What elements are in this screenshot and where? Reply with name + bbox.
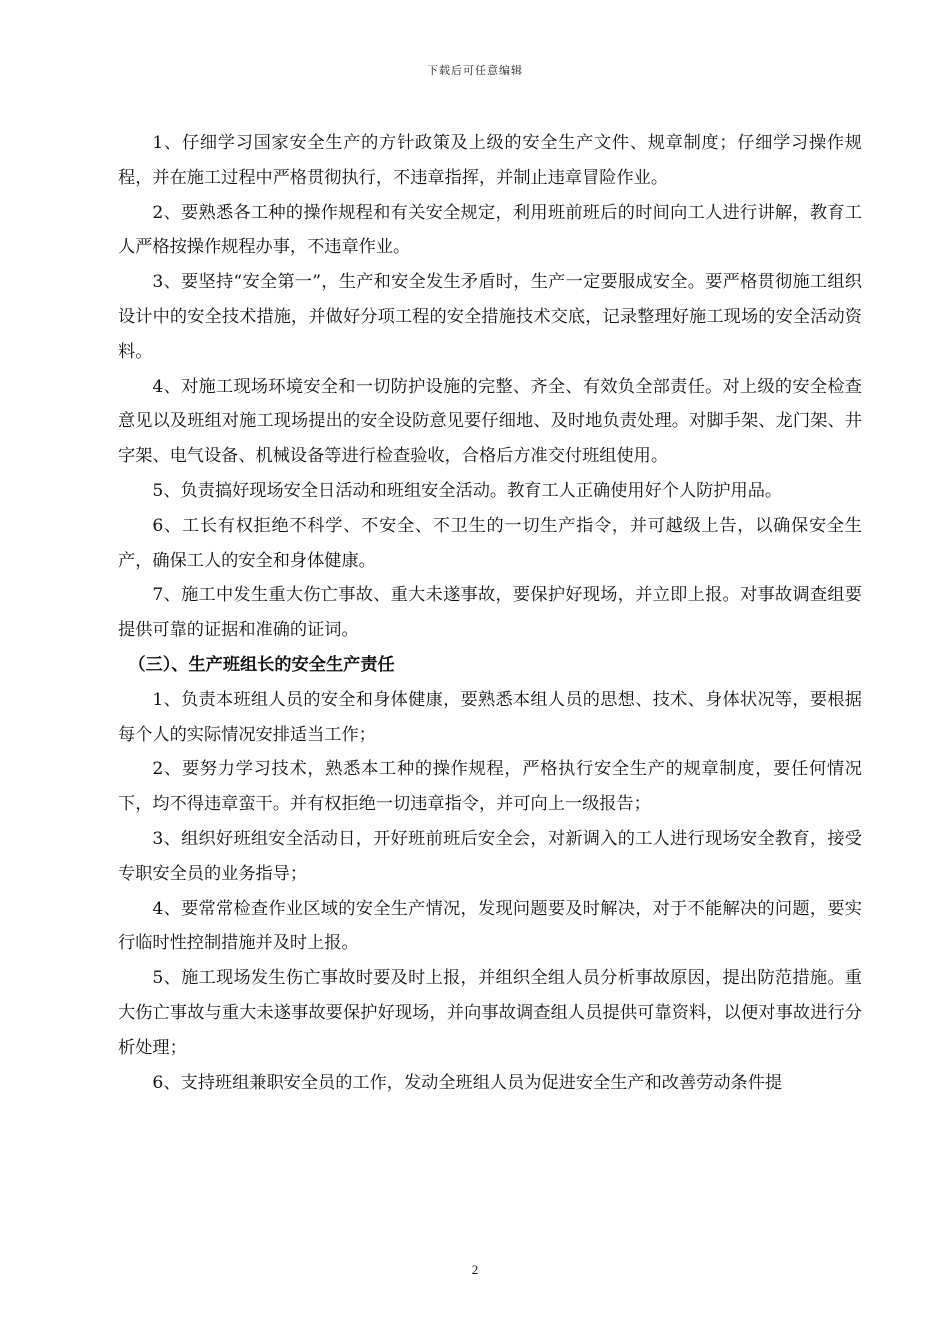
paragraph: 1、仔细学习国家安全生产的方针政策及上级的安全生产文件、规章制度；仔细学习操作规程，并在施工过程中严格贯彻执行，不违章指挥，并制止违章冒险作业。 bbox=[118, 133, 862, 188]
paragraph: 3、组织好班组安全活动日，开好班前班后安全会，对新调入的工人进行现场安全教育，接受专职安全员的业务指导； bbox=[118, 828, 862, 884]
paragraph: 2、要熟悉各工种的操作规程和有关安全规定，利用班前班后的时间向工人进行讲解，教育工人严格按操作规程办事，不违章作业。 bbox=[118, 202, 862, 258]
document-body bbox=[118, 126, 862, 1100]
section-heading: （三）、生产班组长的安全生产责任 bbox=[128, 654, 395, 675]
paragraph: 6、工长有权拒绝不科学、不安全、不卫生的一切生产指令，并可越级上告，以确保安全生产，确保工人的安全和身体健康。 bbox=[118, 515, 862, 571]
paragraph: 7、施工中发生重大伤亡事故、重大未遂事故，要保护好现场，并立即上报。对事故调查组要提供可靠的证据和准确的证词。 bbox=[118, 585, 862, 641]
paragraph: 6、支持班组兼职安全员的工作，发动全班组人员为促进安全生产和改善劳动条件提 bbox=[152, 1072, 783, 1093]
paragraph: 3、要坚持“安全第一”，生产和安全发生矛盾时，生产一定要服成安全。要严格贯彻施工组织设计中的安全技术措施，并做好分项工程的安全措施技术交底，记录整理好施工现场的安全活动资料。 bbox=[118, 272, 862, 362]
paragraph: 1、负责本班组人员的安全和身体健康，要熟悉本组人员的思想、技术、身体状况等，要根据每个人的实际情况安排适当工作； bbox=[118, 689, 862, 745]
page-header: 下载后可任意编辑 bbox=[427, 64, 523, 77]
paragraph: 5、负责搞好现场安全日活动和班组安全活动。教育工人正确使用好个人防护用品。 bbox=[152, 480, 783, 501]
paragraph: 5、施工现场发生伤亡事故时要及时上报，并组织全组人员分析事故原因，提出防范措施。重大伤亡事故与重大未遂事故要保护好现场，并向事故调查组人员提供可靠资料，以便对事故进行分析处理； bbox=[118, 968, 862, 1058]
paragraph: 4、对施工现场环境安全和一切防护设施的完整、齐全、有效负全部责任。对上级的安全检查意见以及班组对施工现场提出的安全设防意见要仔细地、及时地负责处理。对脚手架、龙门架、井字架、电气设备、机械设备等进行检查验收，合格后方准交付班组使用。 bbox=[118, 376, 862, 467]
paragraph: 2、要努力学习技术，熟悉本工种的操作规程，严格执行安全生产的规章制度，要任何情况下，均不得违章蛮干。并有权拒绝一切违章指令，并可向上一级报告； bbox=[118, 759, 862, 815]
paragraph: 4、要常常检查作业区域的安全生产情况，发现问题要及时解决，对于不能解决的问题，要实行临时性控制措施并及时上报。 bbox=[118, 898, 862, 954]
page-number: 2 bbox=[471, 1262, 479, 1277]
